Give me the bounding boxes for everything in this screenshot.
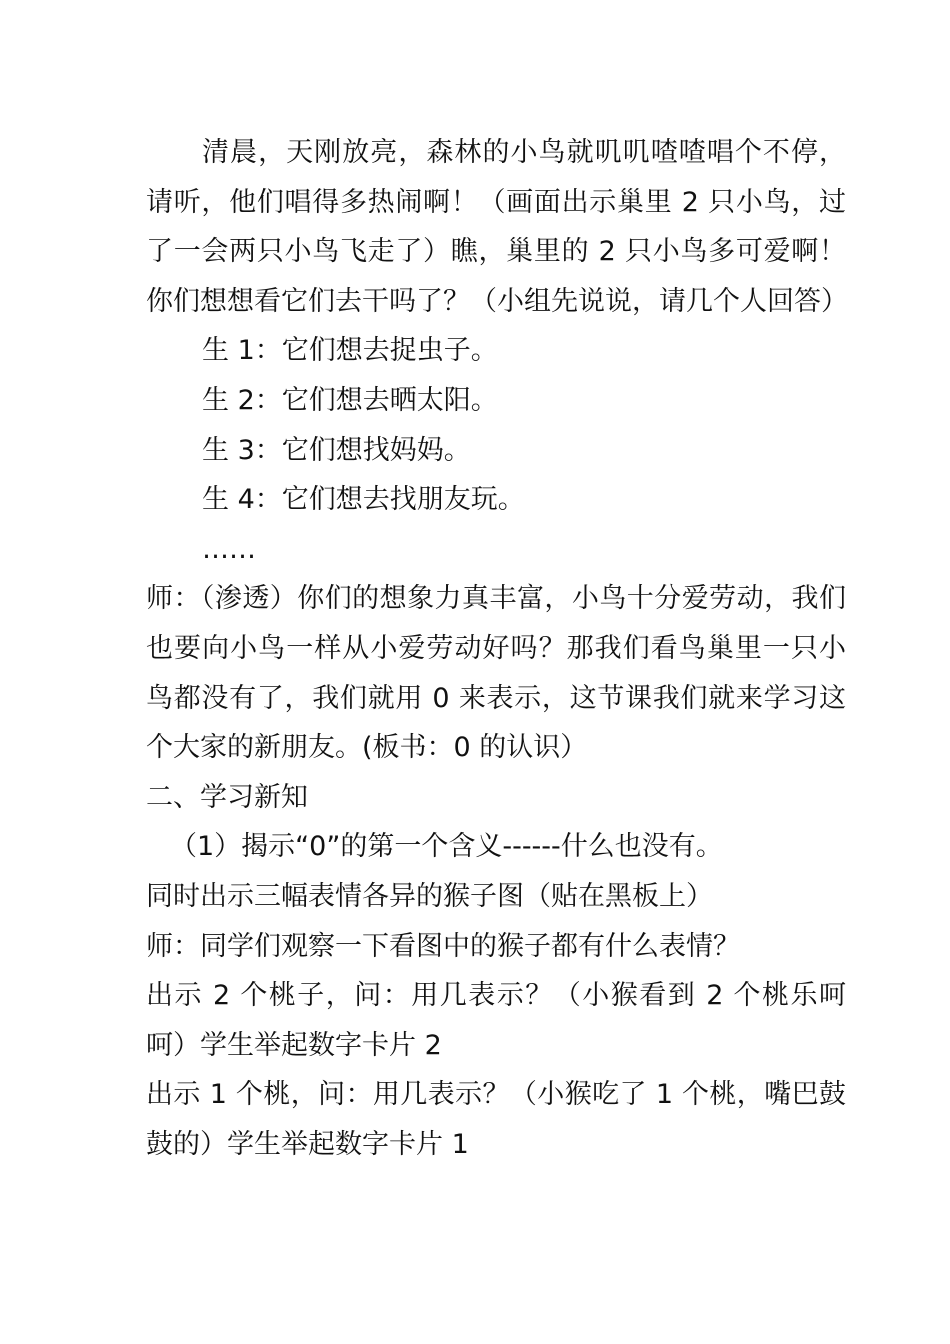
document-body (146, 128, 846, 1169)
student-answer-1: 生 1：它们想去捉虫子。 (202, 335, 498, 367)
teacher-paragraph: 师：（渗透）你们的想象力真丰富，小鸟十分爱劳动，我们也要向小鸟一样从小爱劳动好吗？那我们看鸟巢里一只小鸟都没有了，我们就用 0 来表示，这节课我们就来学习这个大家的新朋友。(板书：0 的认识） (146, 583, 846, 764)
student-answer-2: 生 2：它们想去晒太阳。 (202, 384, 498, 416)
section-heading: 二、学习新知 (146, 781, 308, 813)
intro-paragraph: 清晨，天刚放亮，森林的小鸟就叽叽喳喳唱个不停，请听，他们唱得多热闹啊！（画面出示巢里 2 只小鸟，过了一会两只小鸟飞走了）瞧，巢里的 2 只小鸟多可爱啊！你们想想看它们去干吗了？（小组先说说，请几个人回答） (146, 137, 848, 317)
ellipsis-line: …… (202, 533, 256, 565)
student-answer-4: 生 4：它们想去找朋友玩。 (202, 484, 525, 516)
one-peach-paragraph: 出示 1 个桃，问：用几表示？（小猴吃了 1 个桃，嘴巴鼓鼓的）学生举起数字卡片 1 (146, 1079, 846, 1160)
student-answer-3: 生 3：它们想找妈妈。 (202, 434, 471, 466)
subsection-heading: （1）揭示“0”的第一个含义------什么也没有。 (170, 831, 723, 863)
teacher-question-line: 师：同学们观察一下看图中的猴子都有什么表情？ (146, 930, 740, 962)
monkey-pictures-line: 同时出示三幅表情各异的猴子图（贴在黑板上） (146, 880, 713, 912)
two-peaches-paragraph: 出示 2 个桃子，问：用几表示？（小猴看到 2 个桃乐呵呵）学生举起数字卡片 2 (146, 980, 846, 1061)
